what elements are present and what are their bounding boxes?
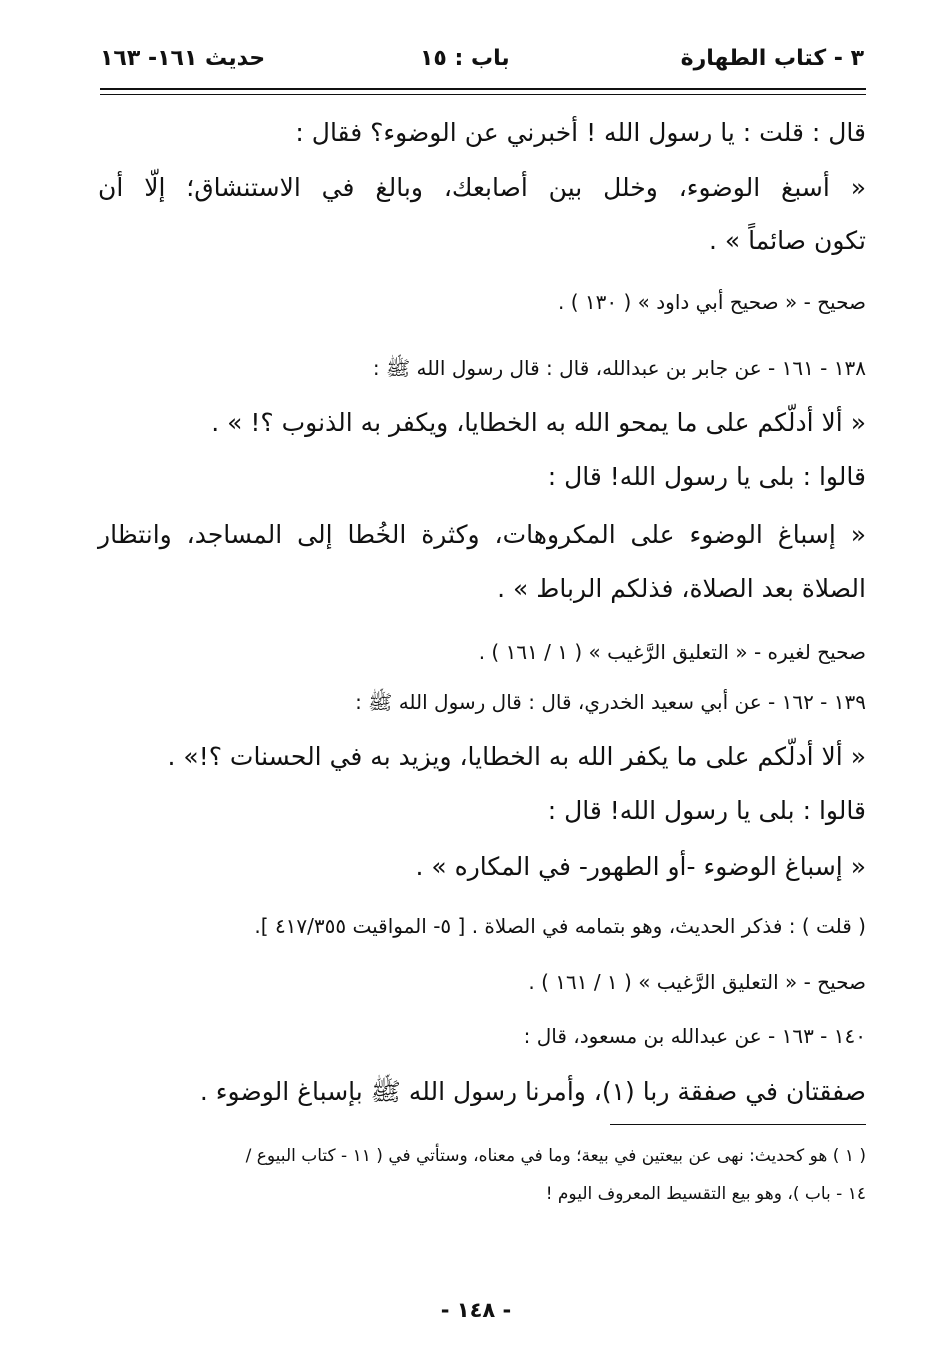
header-rule-thick bbox=[100, 88, 866, 90]
hadith-heading: ١٣٨ - ١٦١ - عن جابر بن عبدالله، قال : قال رسول الله ﷺ : bbox=[372, 356, 866, 380]
text-line: قالوا : بلى يا رسول الله! قال : bbox=[547, 796, 866, 825]
text-line: « ألا أدلّكم على ما يكفر الله به الخطايا، ويزيد به في الحسنات ؟!» . bbox=[167, 742, 866, 771]
text-line: الصلاة بعد الصلاة، فذلكم الرباط » . bbox=[497, 574, 866, 603]
text-line: « إسباغ الوضوء -أو الطهور- في المكاره » . bbox=[415, 852, 866, 881]
text-line: صفقتان في صفقة ربا (١)، وأمرنا رسول الله ﷺ بإسباغ الوضوء . bbox=[199, 1077, 866, 1106]
grading-line: صحيح لغيره - « التعليق الرَّغيب » ( ١ / ١٦١ ) . bbox=[478, 640, 866, 664]
hadith-range-header: حديث ١٦١- ١٦٣ bbox=[100, 46, 266, 71]
footnote-line: ( ١ ) هو كحديث: نهى عن بيعتين في بيعة؛ وما في معناه، وستأتي في ( ١١ - كتاب البيوع / bbox=[245, 1146, 866, 1166]
footnote-line: ١٤ - باب )، وهو بيع التقسيط المعروف اليوم ! bbox=[545, 1184, 866, 1204]
hadith-heading: ١٣٩ - ١٦٢ - عن أبي سعيد الخدري، قال : قال رسول الله ﷺ : bbox=[355, 690, 866, 714]
chapter-header: ٣ - كتاب الطهارة bbox=[680, 46, 864, 71]
text-line: تكون صائماً » . bbox=[709, 226, 866, 255]
grading-line: صحيح - « التعليق الرَّغيب » ( ١ / ١٦١ ) . bbox=[528, 970, 866, 994]
hadith-heading: ١٤٠ - ١٦٣ - عن عبدالله بن مسعود، قال : bbox=[523, 1024, 866, 1048]
note-line: ( قلت ) : فذكر الحديث، وهو بتمامه في الصلاة . [ ٥- المواقيت ٤١٧/٣٥٥ ]. bbox=[254, 914, 866, 938]
section-header: باب : ١٥ bbox=[420, 46, 510, 71]
text-line: قال : قلت : يا رسول الله ! أخبرني عن الوضوء؟ فقال : bbox=[295, 118, 866, 147]
header-rule-thin bbox=[100, 94, 866, 95]
text-line: قالوا : بلى يا رسول الله! قال : bbox=[547, 462, 866, 491]
footnote-rule bbox=[610, 1124, 866, 1125]
text-line: « أسبغ الوضوء، وخلل بين أصابعك، وبالغ في الاستنشاق؛ إلّا أن bbox=[98, 173, 866, 202]
text-line: « ألا أدلّكم على ما يمحو الله به الخطايا، ويكفر به الذنوب ؟! » . bbox=[211, 408, 866, 437]
page-number: - ١٤٨ - bbox=[440, 1298, 512, 1322]
text-line: « إسباغ الوضوء على المكروهات، وكثرة الخُطا إلى المساجد، وانتظار bbox=[98, 520, 866, 549]
grading-line: صحيح - « صحيح أبي داود » ( ١٣٠ ) . bbox=[558, 290, 866, 314]
